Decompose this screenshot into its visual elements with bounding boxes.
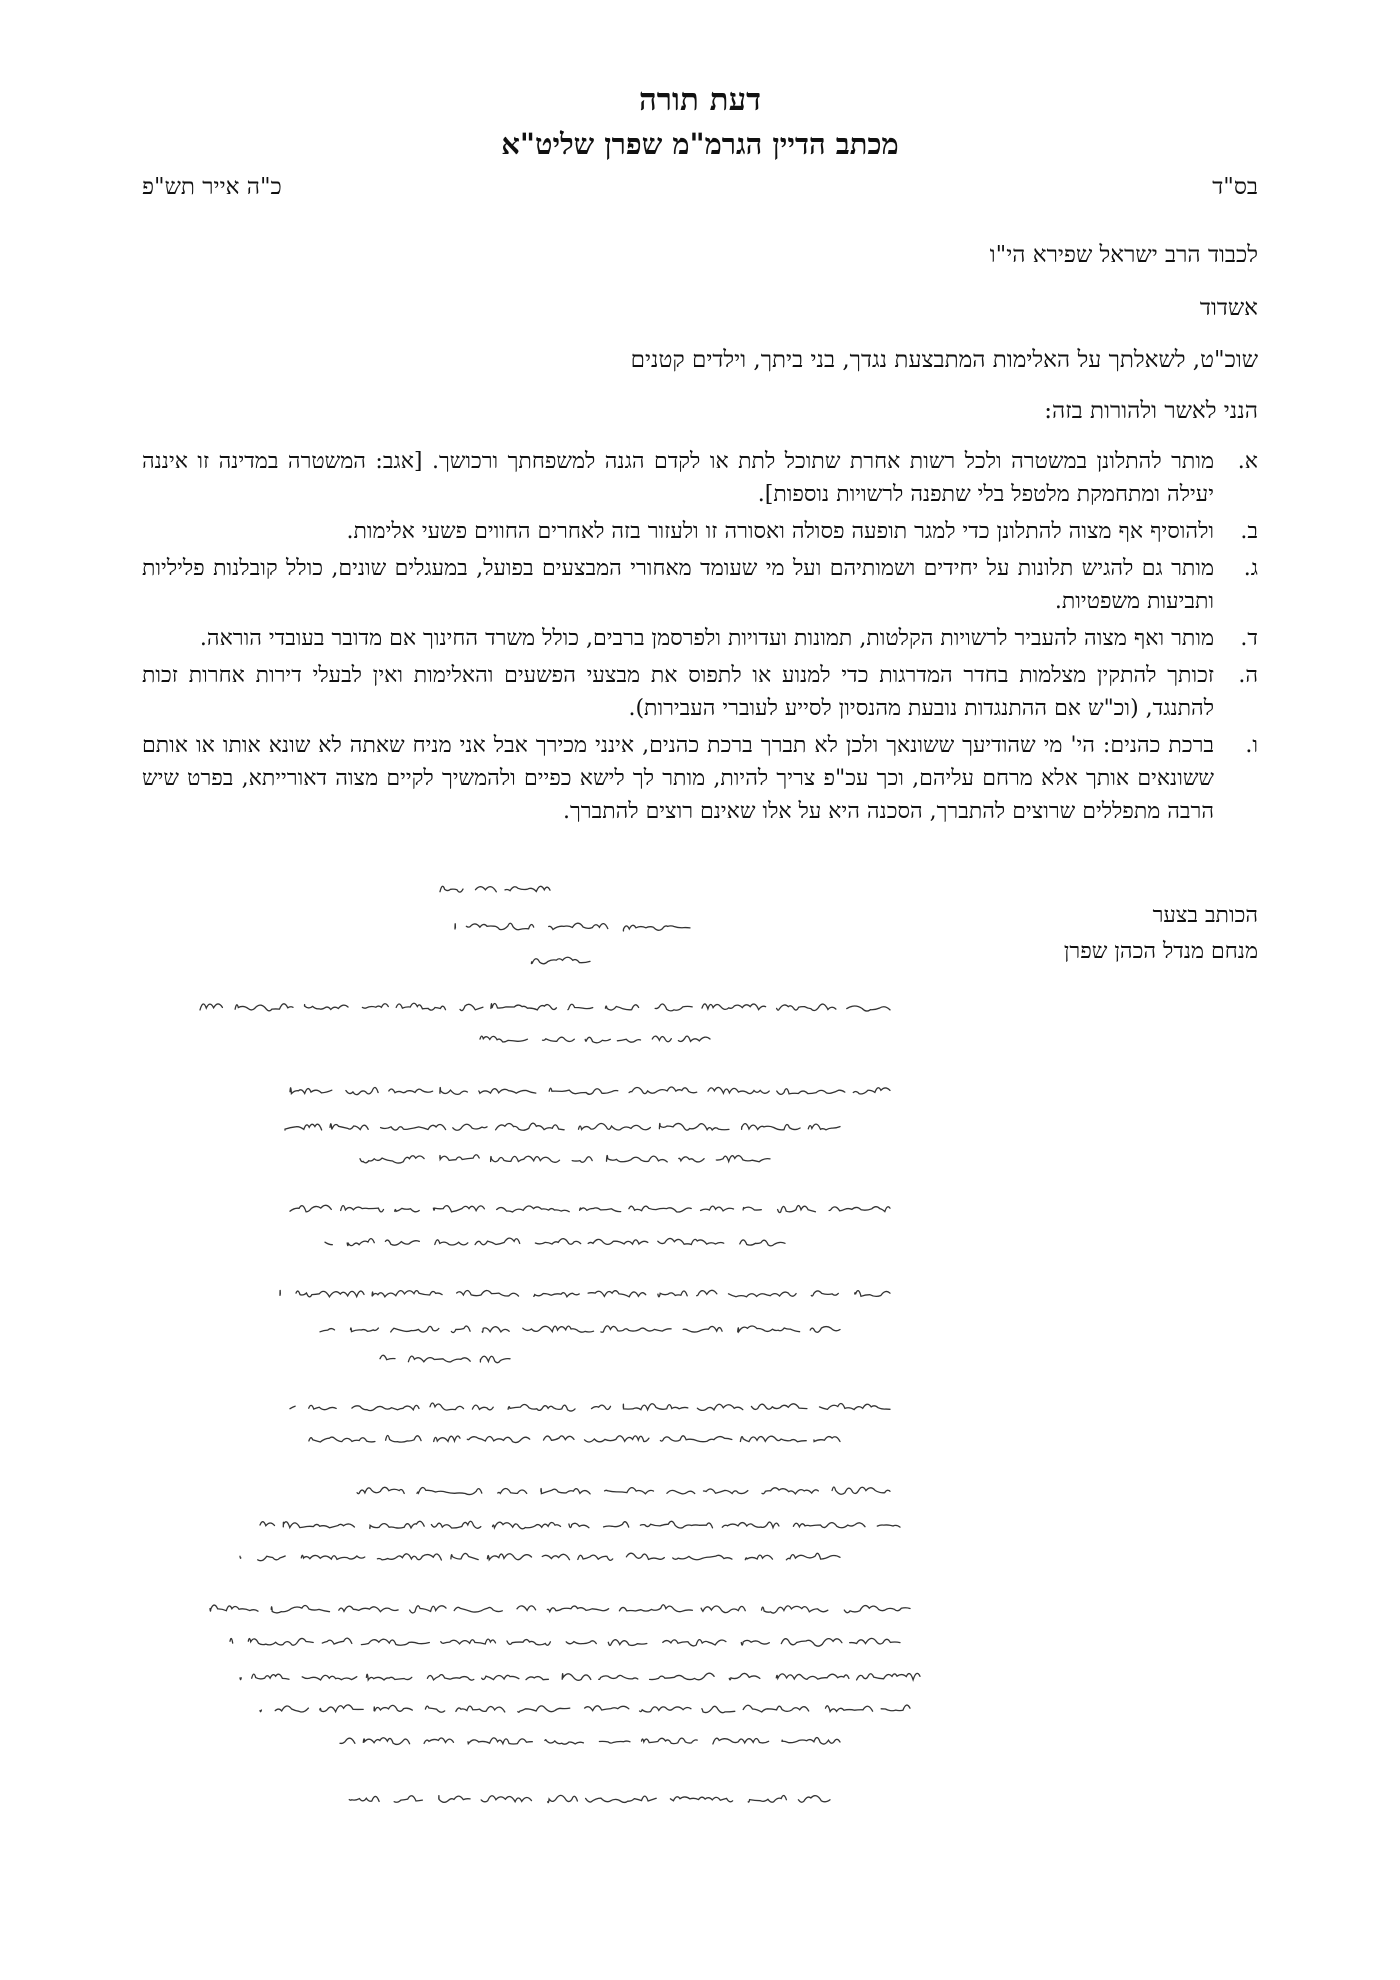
letter-date: כ"ה אייר תש"פ <box>142 174 282 200</box>
handwritten-line <box>360 1155 770 1163</box>
handwriting-stroke <box>290 1205 890 1212</box>
list-item-letter: ב. <box>1240 519 1258 544</box>
handwriting-stroke <box>240 1673 920 1680</box>
handwritten-line <box>210 1605 910 1613</box>
handwritten-line <box>285 1123 840 1130</box>
list-item <box>142 515 1258 548</box>
handwriting-stroke <box>309 1435 840 1442</box>
handwriting-stroke <box>455 923 690 931</box>
handwriting-stroke <box>340 1738 840 1745</box>
handwriting-stroke <box>200 1003 890 1011</box>
handwritten-line <box>320 1326 840 1333</box>
question-summary: שוכ"ט, לשאלתך על האלימות המתבצעת נגדך, בני ביתך, וילדים קטנים <box>630 347 1258 373</box>
list-item-text: מותר ואף מצוה להעביר לרשויות הקלטות, תמונות ועדויות ולפרסמן ברבים, כולל משרד החינוך אם מדובר בעובדי הוראה. <box>199 626 1214 651</box>
list-item <box>142 552 1258 618</box>
list-item-letter: ג. <box>1243 556 1258 581</box>
list-item <box>142 659 1258 725</box>
handwritten-line <box>531 957 590 964</box>
list-item <box>142 445 1258 511</box>
rulings-list <box>142 445 1258 832</box>
handwritten-line <box>230 1638 900 1646</box>
handwritten-line <box>260 1521 900 1529</box>
handwritten-line <box>309 1435 840 1442</box>
handwritten-line <box>290 1205 890 1212</box>
handwriting-stroke <box>285 1123 840 1130</box>
handwritten-line <box>349 1795 830 1802</box>
handwritten-line <box>290 1087 890 1095</box>
handwritten-line <box>340 1738 840 1745</box>
handwriting-stroke <box>320 1326 840 1333</box>
handwritten-line <box>240 1673 920 1680</box>
handwriting-stroke <box>440 886 550 892</box>
handwriting-stroke <box>290 1403 890 1411</box>
handwritten-line <box>280 1290 890 1297</box>
recipient-line: לכבוד הרב ישראל שפירא הי"ו <box>989 242 1258 268</box>
handwriting-stroke <box>531 957 590 964</box>
handwriting-stroke <box>380 1355 510 1362</box>
handwriting-stroke <box>325 1238 785 1246</box>
list-item-text: ולהוסיף אף מצוה להתלונן כדי למגר תופעה פסולה ואסורה זו ולעזור בזה לאחרים החווים פשעי אלימות. <box>346 519 1214 544</box>
handwritten-line <box>480 1036 710 1043</box>
list-item-text: זכותך להתקין מצלמות בחדר המדרגות כדי למנוע או לתפוס את מבצעי הפשעים והאלימות ואין לבעלי דירות אחרות זכות להתנגד, (וכ"ש אם ההתנגדות נובעת מהנסיון לסייע לעוברי העבירות). <box>142 663 1214 721</box>
page-title: דעת תורה <box>638 82 762 118</box>
handwriting-stroke <box>230 1638 900 1646</box>
answer-intro: הנני לאשר ולהורות בזה: <box>1044 398 1258 424</box>
page-subtitle: מכתב הדיין הגרמ"מ שפרן שליט"א <box>501 127 899 161</box>
handwritten-line <box>357 1487 890 1495</box>
handwritten-line <box>380 1355 510 1362</box>
handwriting-stroke <box>210 1605 910 1613</box>
list-item-letter: א. <box>1237 449 1258 474</box>
handwritten-line <box>290 1403 890 1411</box>
handwritten-line <box>325 1238 785 1246</box>
handwriting-stroke <box>480 1036 710 1043</box>
signature-name: מנחם מנדל הכהן שפרן <box>1063 939 1258 964</box>
signature-closing: הכותב בצער <box>1152 903 1258 928</box>
handwritten-line <box>260 1705 910 1713</box>
handwritten-line <box>455 923 690 931</box>
list-item-text: ברכת כהנים: הי' מי שהודיעך ששונאך ולכן לא תברך ברכת כהנים, אינני מכירך אבל אני מניח שאתה לא שונא אותו או אותם ששונאים אותך אלא מרחם עליהם, וכך עכ"פ צריך להיות, מותר לך לישא כפיים ולהמשיך לקיים מצוה דאורייתא, בפרט שיש הרבה מתפללים שרוצים להתברך, הסכנה היא על אלו שאינם רוצים להתברך. <box>142 733 1214 824</box>
handwriting-stroke <box>290 1087 890 1095</box>
list-item-text: מותר גם להגיש תלונות על יחידים ושמותיהם ועל מי שעומד מאחורי המבצעים בפועל, במעגלים שונים, כולל קובלנות פליליות ותביעות משפטיות. <box>142 556 1214 614</box>
recipient-city: אשדוד <box>1199 295 1258 321</box>
list-item-letter: ו. <box>1245 733 1258 758</box>
handwriting-stroke <box>357 1487 890 1495</box>
list-item <box>142 622 1258 655</box>
bsd-mark: בס"ד <box>1212 174 1258 200</box>
handwritten-line <box>240 1553 840 1561</box>
handwriting-stroke <box>349 1795 830 1802</box>
list-item-text: מותר להתלונן במשטרה ולכל רשות אחרת שתוכל לתת או לקדם הגנה למשפחתך ורכושך. [אגב: המשטרה במדינה זו איננה יעילה ומתחמקת מלטפל בלי שתפנה לרשויות נוספות]. <box>142 449 1214 507</box>
list-item <box>142 729 1258 828</box>
handwriting-stroke <box>240 1553 840 1561</box>
handwriting-stroke <box>260 1705 910 1713</box>
handwritten-line <box>440 886 550 892</box>
list-item-letter: ד. <box>1240 626 1258 651</box>
list-item-letter: ה. <box>1238 663 1258 688</box>
handwriting-stroke <box>280 1290 890 1297</box>
handwriting-stroke <box>360 1155 770 1163</box>
handwriting-stroke <box>260 1521 900 1529</box>
handwritten-letter-image <box>150 870 930 1880</box>
handwritten-line <box>200 1003 890 1011</box>
